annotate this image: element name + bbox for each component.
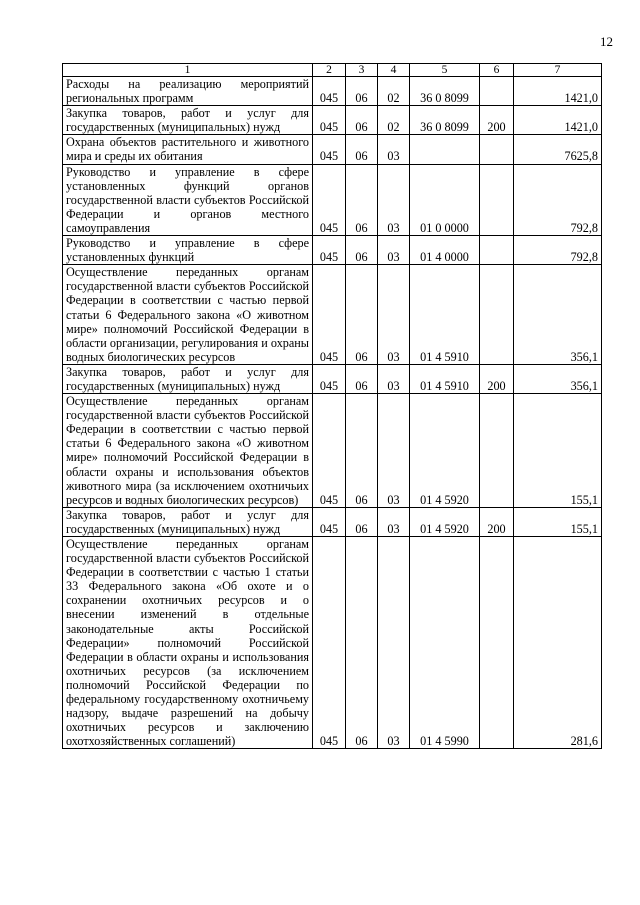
- row-code-cell: 045: [313, 236, 346, 265]
- row-expense-type-cell: [480, 265, 514, 365]
- table-row: [63, 106, 602, 135]
- row-section-cell: 06: [346, 236, 378, 265]
- row-target-article-cell: 01 4 5910: [410, 265, 480, 365]
- row-expense-type-cell: [480, 135, 514, 164]
- row-section-cell: 06: [346, 135, 378, 164]
- row-code-cell: 045: [313, 135, 346, 164]
- row-code-cell: 045: [313, 77, 346, 106]
- table-row: [63, 394, 602, 508]
- row-name-cell: Расходы на реализацию мероприятий региональных программ: [63, 77, 313, 106]
- row-code-cell: 045: [313, 364, 346, 393]
- row-section-cell: 06: [346, 507, 378, 536]
- row-target-article-cell: 01 4 5910: [410, 364, 480, 393]
- row-subsection-cell: 02: [378, 106, 410, 135]
- row-amount-cell: 155,1: [514, 394, 602, 508]
- column-header-1: 1: [63, 64, 313, 77]
- row-subsection-cell: 03: [378, 135, 410, 164]
- column-header-3: 3: [346, 64, 378, 77]
- column-header-2: 2: [313, 64, 346, 77]
- row-expense-type-cell: [480, 394, 514, 508]
- page-number: 12: [600, 34, 613, 49]
- row-name-cell: Осуществление переданных органам государственной власти субъектов Российской Федерации в соответствии с частью первой статьи 6 Федерального закона «О животном мире» полномочий Российской Федерации в области организации, регулирования и охраны водных биологических ресурсов: [63, 265, 313, 365]
- row-subsection-cell: 03: [378, 394, 410, 508]
- row-target-article-cell: 01 0 0000: [410, 164, 480, 235]
- row-amount-cell: 155,1: [514, 507, 602, 536]
- row-amount-cell: 792,8: [514, 164, 602, 235]
- row-code-cell: 045: [313, 164, 346, 235]
- row-target-article-cell: 01 4 5920: [410, 507, 480, 536]
- table-row: [63, 164, 602, 235]
- row-name-cell: Закупка товаров, работ и услуг для государственных (муниципальных) нужд: [63, 106, 313, 135]
- table-body: [63, 64, 602, 749]
- row-section-cell: 06: [346, 364, 378, 393]
- row-name-cell: Закупка товаров, работ и услуг для государственных (муниципальных) нужд: [63, 507, 313, 536]
- row-expense-type-cell: [480, 537, 514, 749]
- row-amount-cell: 792,8: [514, 236, 602, 265]
- row-section-cell: 06: [346, 394, 378, 508]
- row-code-cell: 045: [313, 537, 346, 749]
- row-name-cell: Закупка товаров, работ и услуг для государственных (муниципальных) нужд: [63, 364, 313, 393]
- table-row: [63, 265, 602, 365]
- row-amount-cell: 281,6: [514, 537, 602, 749]
- row-section-cell: 06: [346, 77, 378, 106]
- table-row: [63, 236, 602, 265]
- column-header-7: 7: [514, 64, 602, 77]
- row-expense-type-cell: 200: [480, 507, 514, 536]
- row-subsection-cell: 03: [378, 507, 410, 536]
- table-row: [63, 537, 602, 749]
- row-amount-cell: 1421,0: [514, 106, 602, 135]
- row-name-cell: Осуществление переданных органам государственной власти субъектов Российской Федерации в соответствии с частью 1 статьи 33 Федерального закона «Об охоте и о сохранении охотничьих ресурсов и о внесении изменений в отдельные законодательные акты Российской Федерации» полномочий Российской Федерации в области охраны и использования охотничьих ресурсов (за исключением полномочий Российской Федерации по федеральному государственному охотничьему надзору, выдаче разрешений на добычу охотничьих ресурсов и заключению охотхозяйственных соглашений): [63, 537, 313, 749]
- row-code-cell: 045: [313, 106, 346, 135]
- row-expense-type-cell: [480, 77, 514, 106]
- row-amount-cell: 1421,0: [514, 77, 602, 106]
- row-subsection-cell: 02: [378, 77, 410, 106]
- row-code-cell: 045: [313, 265, 346, 365]
- row-section-cell: 06: [346, 265, 378, 365]
- row-code-cell: 045: [313, 507, 346, 536]
- row-subsection-cell: 03: [378, 236, 410, 265]
- row-target-article-cell: 01 4 5990: [410, 537, 480, 749]
- row-subsection-cell: 03: [378, 164, 410, 235]
- row-target-article-cell: 36 0 8099: [410, 77, 480, 106]
- row-section-cell: 06: [346, 164, 378, 235]
- row-expense-type-cell: 200: [480, 364, 514, 393]
- header-row: [63, 64, 602, 77]
- row-target-article-cell: [410, 135, 480, 164]
- column-header-5: 5: [410, 64, 480, 77]
- row-code-cell: 045: [313, 394, 346, 508]
- column-header-4: 4: [378, 64, 410, 77]
- table-row: [63, 77, 602, 106]
- row-name-cell: Руководство и управление в сфере установленных функций: [63, 236, 313, 265]
- row-subsection-cell: 03: [378, 265, 410, 365]
- row-name-cell: Осуществление переданных органам государственной власти субъектов Российской Федерации в соответствии с частью первой статьи 6 Федерального закона «О животном мире» полномочий Российской Федерации в области охраны и использования объектов животного мира (за исключением охотничьих ресурсов и водных биологических ресурсов): [63, 394, 313, 508]
- row-expense-type-cell: 200: [480, 106, 514, 135]
- row-amount-cell: 356,1: [514, 265, 602, 365]
- row-target-article-cell: 01 4 0000: [410, 236, 480, 265]
- row-amount-cell: 356,1: [514, 364, 602, 393]
- row-name-cell: Руководство и управление в сфере установленных функций органов государственной власти субъектов Российской Федерации и органов местного самоуправления: [63, 164, 313, 235]
- row-target-article-cell: 36 0 8099: [410, 106, 480, 135]
- table-row: [63, 364, 602, 393]
- row-name-cell: Охрана объектов растительного и животного мира и среды их обитания: [63, 135, 313, 164]
- row-section-cell: 06: [346, 537, 378, 749]
- row-subsection-cell: 03: [378, 364, 410, 393]
- row-expense-type-cell: [480, 236, 514, 265]
- table-row: [63, 135, 602, 164]
- table-row: [63, 507, 602, 536]
- row-expense-type-cell: [480, 164, 514, 235]
- row-subsection-cell: 03: [378, 537, 410, 749]
- row-amount-cell: 7625,8: [514, 135, 602, 164]
- row-target-article-cell: 01 4 5920: [410, 394, 480, 508]
- row-section-cell: 06: [346, 106, 378, 135]
- column-header-6: 6: [480, 64, 514, 77]
- budget-table: [62, 63, 602, 749]
